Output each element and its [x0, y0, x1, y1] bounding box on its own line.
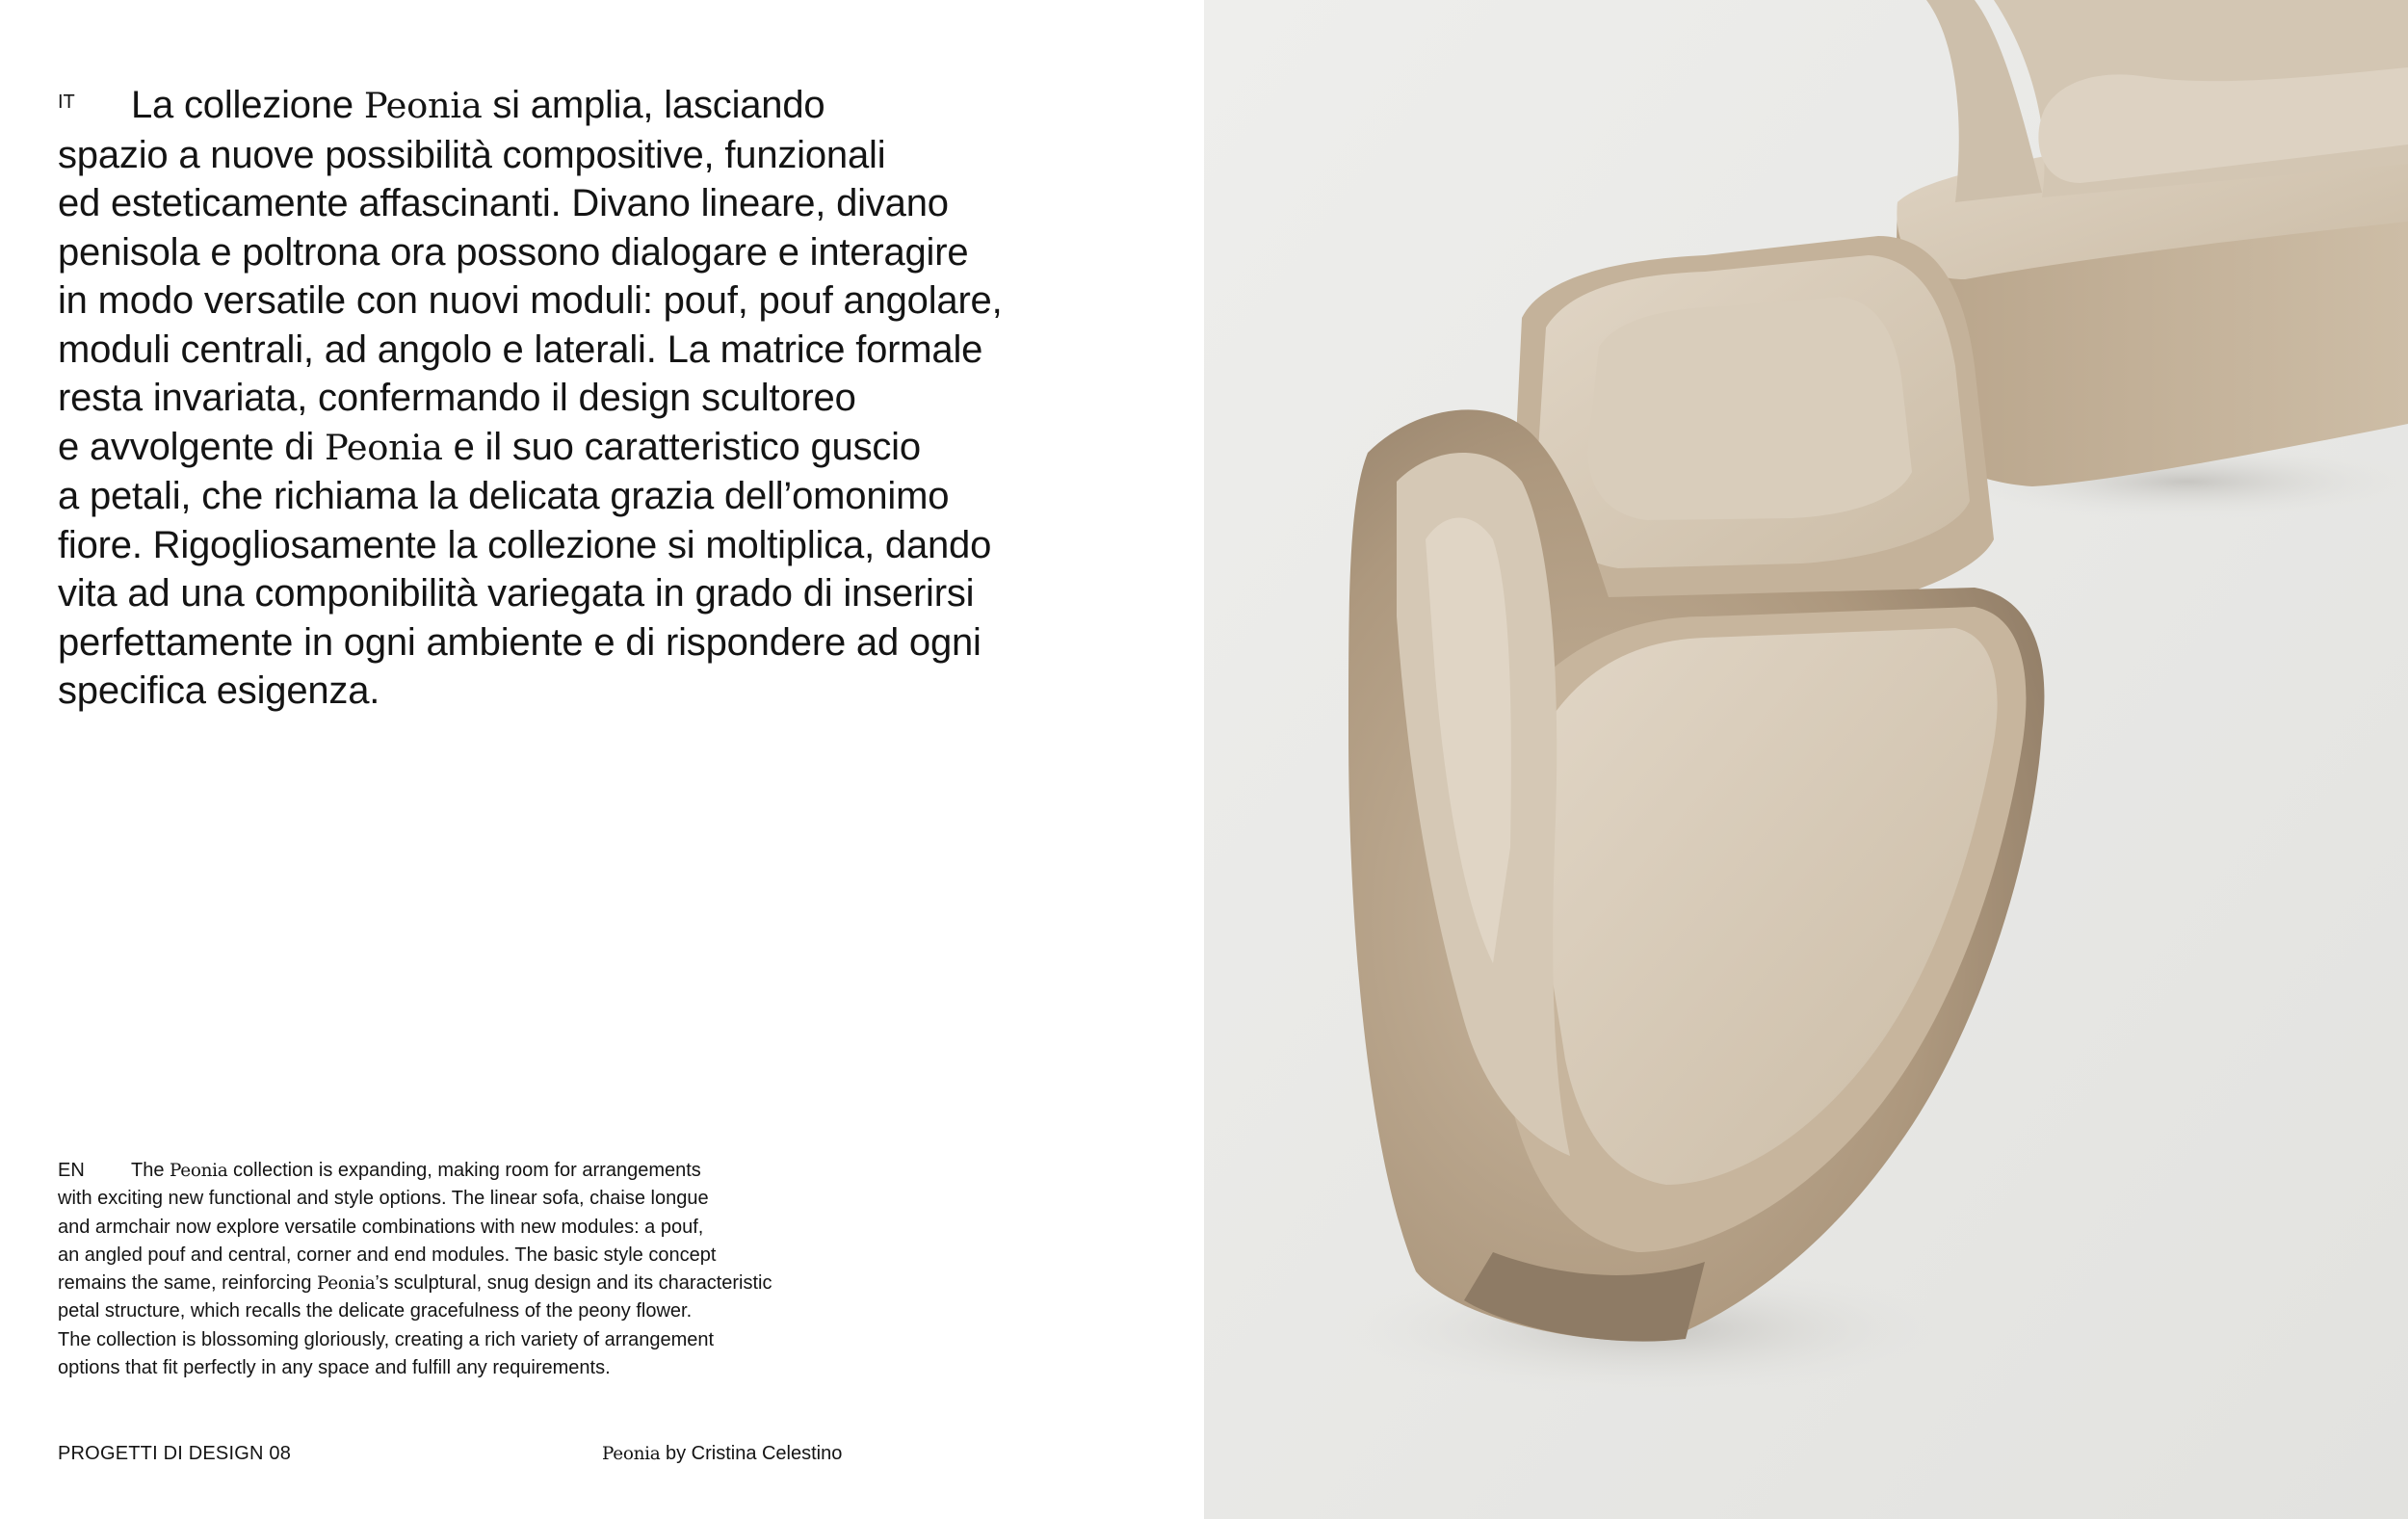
italian-line: ed esteticamente affascinanti. Divano lineare, divano	[58, 182, 949, 224]
text-run: The	[131, 1160, 170, 1181]
text-run: remains the same, reinforcing	[58, 1272, 318, 1295]
italian-line	[58, 423, 1156, 473]
english-line: petal structure, which recalls the delicate gracefulness of the peony flower.	[58, 1300, 693, 1323]
english-line: with exciting new functional and style options. The linear sofa, chaise longue	[58, 1188, 709, 1210]
text-run: si amplia, lasciando	[482, 84, 825, 126]
english-line: The collection is blossoming gloriously, creating a rich variety of arrangement	[58, 1328, 715, 1350]
brand-name: Peonia	[602, 1444, 661, 1464]
text-run: collection is expanding, making room for arrangements	[227, 1160, 701, 1181]
english-line	[58, 1157, 925, 1185]
italian-line: spazio a nuove possibilità compositive, funzionali	[58, 133, 886, 176]
italian-line: vita ad una componibilità variegata in grado di inserirsi	[58, 572, 975, 615]
brand-name: Peonia	[317, 1273, 376, 1295]
english-paragraph	[58, 1157, 925, 1382]
text-run: e avvolgente di	[58, 425, 325, 468]
english-line: and armchair now explore versatile combinations with new modules: a pouf,	[58, 1216, 704, 1238]
english-line	[58, 1270, 925, 1297]
italian-line: specifica esigenza.	[58, 669, 380, 712]
text-run: e il suo caratteristico guscio	[442, 425, 921, 468]
brand-name: Peonia	[325, 426, 443, 468]
language-tag-italian: IT	[58, 92, 75, 113]
english-line: options that fit perfectly in any space and fulfill any requirements.	[58, 1357, 611, 1379]
italian-line: penisola e poltrona ora possono dialogare e interagire	[58, 230, 969, 274]
italian-line: moduli centrali, ad angolo e laterali. La matrice formale	[58, 327, 983, 371]
product-photo	[1204, 0, 2408, 1519]
italian-paragraph	[58, 81, 1156, 716]
english-line: an angled pouf and central, corner and end modules. The basic style concept	[58, 1244, 717, 1266]
italian-line: a petali, che richiama la delicata grazia dell’omonimo	[58, 475, 950, 517]
footer-product-credit	[602, 1442, 842, 1466]
italian-line	[58, 81, 1156, 131]
brand-name: Peonia	[170, 1161, 228, 1181]
sofa-illustration	[1204, 0, 2408, 1519]
italian-line: in modo versatile con nuovi moduli: pouf, pouf angolare,	[58, 279, 1003, 322]
italian-line: fiore. Rigogliosamente la collezione si moltiplica, dando	[58, 523, 992, 566]
text-run: ’s sculptural, snug design and its characteristic	[375, 1272, 772, 1295]
italian-line: resta invariata, confermando il design scultoreo	[58, 377, 856, 419]
footer-section-title: PROGETTI DI DESIGN 08	[58, 1443, 292, 1464]
text-run: La collezione	[131, 84, 364, 126]
text-run: by Cristina Celestino	[660, 1443, 843, 1464]
brand-name: Peonia	[363, 85, 483, 126]
language-tag-english: EN	[58, 1160, 85, 1181]
italian-line: perfettamente in ogni ambiente e di rispondere ad ogni	[58, 620, 982, 664]
